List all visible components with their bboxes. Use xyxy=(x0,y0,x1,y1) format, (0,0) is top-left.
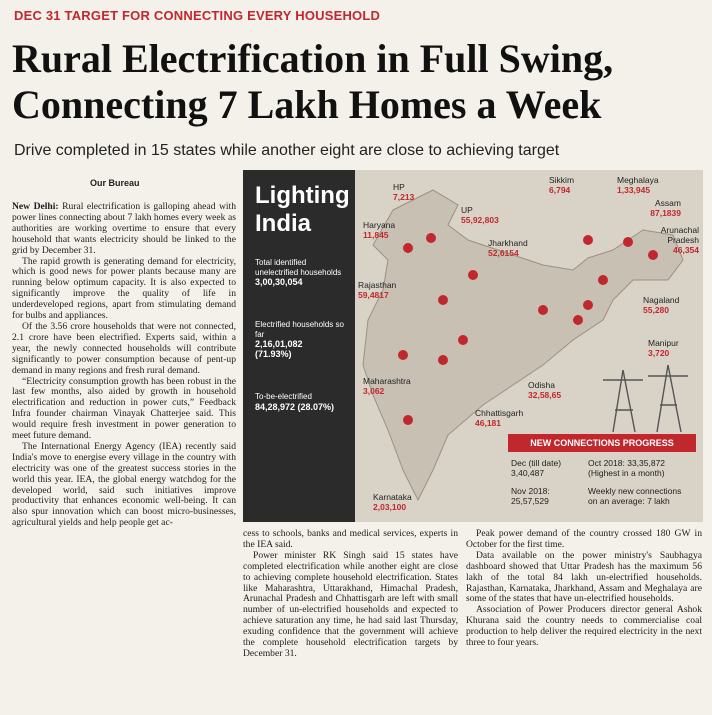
paragraph: Association of Power Producers director general Ashok Khurana said the country needs to commercialise coal production to help deliver the required electricity in the next three to four years. xyxy=(466,604,702,649)
pin-manipur xyxy=(573,315,583,325)
state-karnataka xyxy=(373,492,412,512)
stat-label: Total identified unelectrified households xyxy=(255,258,342,277)
nc-weekly: Weekly new connections on an average: 7 lakh xyxy=(588,486,682,506)
state-maharashtra xyxy=(363,376,411,396)
headline-line-2: Connecting 7 Lakh Homes a Week xyxy=(12,82,602,127)
state-sikkim xyxy=(549,175,574,195)
pin-rajasthan xyxy=(438,295,448,305)
state-arunachal xyxy=(641,225,699,255)
new-connections-header: NEW CONNECTIONS PROGRESS xyxy=(508,434,696,452)
state-value: 6,794 xyxy=(549,185,571,195)
pin-odisha xyxy=(458,335,468,345)
pin-meghalaya xyxy=(623,237,633,247)
subheadline: Drive completed in 15 states while another eight are close to achieving target xyxy=(14,142,560,159)
state-rajasthan xyxy=(358,280,396,300)
nc-dec-label: Dec (till date) xyxy=(511,458,562,468)
state-name: Rajasthan xyxy=(358,280,397,290)
paragraph: The rapid growth is generating demand for electricity, which is good news for power plants because many are running below optimum capacity. It is also expected to significantly improve the quality of life in underdeveloped regions, apart from stimulating demand for bulbs and appliances. xyxy=(12,255,236,322)
tower-2 xyxy=(648,365,688,432)
state-value: 3,062 xyxy=(363,386,385,396)
pin-jharkhand xyxy=(538,305,548,315)
state-name: Manipur xyxy=(648,338,679,348)
state-name: Nagaland xyxy=(643,295,680,305)
stat-percent: (71.93%) xyxy=(255,349,292,359)
infographic-title-line-1: Lighting xyxy=(255,182,350,209)
state-value: 46,354 xyxy=(673,245,699,255)
stat-label: To-be-electrified xyxy=(255,392,312,401)
paragraph: “Electricity consumption growth has been robust in the last few months, also aided by growth in household electrification and reduction in power cuts,” Feedback Infra founder chairman Vinayak Chatterjee said. This would require fresh investment in power generation to meet future demand. xyxy=(12,375,236,442)
paragraph-text: Rural electrification is galloping ahead with power lines connecting about 7 lakh homes every week as authorities are working overtime to ensure that every household that wants electricity should be linked to the grid by December 31. xyxy=(12,202,236,256)
pin-karnataka xyxy=(403,415,413,425)
state-chhattisgarh xyxy=(475,408,523,428)
nc-oct-note: (Highest in a month) xyxy=(588,468,665,478)
state-name: Meghalaya xyxy=(617,175,659,185)
nc-november xyxy=(511,486,550,506)
kicker: DEC 31 TARGET FOR CONNECTING EVERY HOUSEHOLD xyxy=(14,8,381,23)
paragraph xyxy=(12,202,236,257)
paragraph: Power minister RK Singh said 15 states have completed electrification while another eight are close to achieving complete household electrification. States like Maharashtra, Uttarakhand, Himachal Pradesh, Arunachal Pradesh and Chhattisgarh are left with small number of un-electrified households and expected to achieve saturation any time, he had said last Thursday, exuding confidence that the government will achieve the complete household electrification targets by December 31. xyxy=(243,549,458,659)
state-name: UP xyxy=(461,205,473,215)
state-name: Arunachal Pradesh xyxy=(660,225,699,245)
nc-october xyxy=(588,458,665,478)
stat-to-be-electrified xyxy=(255,392,347,412)
state-name: Sikkim xyxy=(549,175,575,185)
pin-chhattisgarh xyxy=(438,355,448,365)
stat-value: 3,00,30,054 xyxy=(255,277,303,287)
state-name: Haryana xyxy=(363,220,396,230)
state-value: 11,845 xyxy=(363,230,389,240)
pin-sikkim xyxy=(583,235,593,245)
state-up xyxy=(461,205,499,225)
nc-oct-label: Oct 2018: 33,35,872 xyxy=(588,458,666,468)
state-value: 52,6154 xyxy=(488,248,519,258)
state-name: Jharkhand xyxy=(488,238,528,248)
pin-assam xyxy=(598,275,608,285)
tower-1 xyxy=(603,370,643,432)
nc-nov-label: Nov 2018: xyxy=(511,486,550,496)
state-value: 55,92,803 xyxy=(461,215,499,225)
article-column-3 xyxy=(466,529,702,712)
pin-maharashtra xyxy=(398,350,408,360)
pin-haryana xyxy=(403,243,413,253)
state-name: Assam xyxy=(655,198,681,208)
state-odisha xyxy=(528,380,561,400)
state-name: Chhattisgarh xyxy=(475,408,524,418)
paragraph: The International Energy Agency (IEA) recently said India's move to energise every village in the country with electricity was one of the greatest success stories in the world this year. IEA, the global energy watchdog for the developed world, said such initiatives improve productivity that enhances economic well-being. It can also spur innovation which can boost micro-businesses, agricultural yields and help people get ac- xyxy=(12,440,236,529)
dateline: New Delhi: xyxy=(12,202,59,212)
paragraph: Of the 3.56 crore households that were not connected, 2.1 crore have been electrified. Experts said, within a year, the newly connected households will contribute significantly to power consumption because of pent-up demand in many regions and fresh rural demand. xyxy=(12,320,236,376)
paragraph: Data available on the power ministry's Saubhagya dashboard showed that Uttar Pradesh has the maximum 56 lakh of the total 84 lakh un-electrified households. Rajasthan, Karnataka, Jharkhand, Assam and Meghalaya are some of the states that have un-electrified households. xyxy=(466,549,702,605)
nc-december xyxy=(511,458,561,478)
state-name: Karnataka xyxy=(373,492,412,502)
state-assam xyxy=(617,198,681,218)
state-hp xyxy=(393,182,414,202)
headline xyxy=(12,36,702,128)
state-value: 87,1839 xyxy=(650,208,681,218)
india-map-shape xyxy=(363,190,683,500)
nc-nov-value: 25,57,529 xyxy=(511,496,549,506)
state-value: 32,58,65 xyxy=(528,390,562,400)
paragraph: Peak power demand of the country crossed 180 GW in October for the first time. xyxy=(466,529,702,550)
pin-hp xyxy=(426,233,436,243)
infographic-title-line-2: India xyxy=(255,210,312,237)
nc-dec-value: 3,40,487 xyxy=(511,468,545,478)
infographic-title xyxy=(255,182,350,238)
stat-label: Electrified households so far xyxy=(255,320,344,339)
state-value: 3,720 xyxy=(648,348,670,358)
state-name: HP xyxy=(393,182,405,192)
headline-line-1: Rural Electrification in Full Swing, xyxy=(12,36,614,81)
state-name: Odisha xyxy=(528,380,555,390)
state-manipur xyxy=(648,338,679,358)
article-column-2 xyxy=(243,529,458,712)
stat-total-identified xyxy=(255,258,347,287)
pin-nagaland xyxy=(583,300,593,310)
stat-value: 84,28,972 (28.07%) xyxy=(255,401,335,412)
state-jharkhand xyxy=(488,238,528,258)
state-value: 59,4817 xyxy=(358,290,389,300)
paragraph: cess to schools, banks and medical services, experts in the IEA said. xyxy=(243,529,458,550)
pin-up xyxy=(468,270,478,280)
article-column-1 xyxy=(12,202,236,712)
state-value: 7,213 xyxy=(393,192,415,202)
state-nagaland xyxy=(643,295,679,315)
state-name: Maharashtra xyxy=(363,376,411,386)
state-haryana xyxy=(363,220,395,240)
state-meghalaya xyxy=(617,175,659,195)
stat-value: 2,16,01,082 xyxy=(255,339,303,349)
transmission-tower-art xyxy=(603,365,688,432)
stat-electrified xyxy=(255,320,347,359)
state-value: 46,181 xyxy=(475,418,501,428)
lighting-india-infographic xyxy=(243,170,703,522)
state-value: 2,03,100 xyxy=(373,502,407,512)
byline: Our Bureau xyxy=(90,178,140,188)
state-value: 55,280 xyxy=(643,305,669,315)
state-value: 1,33,945 xyxy=(617,185,651,195)
